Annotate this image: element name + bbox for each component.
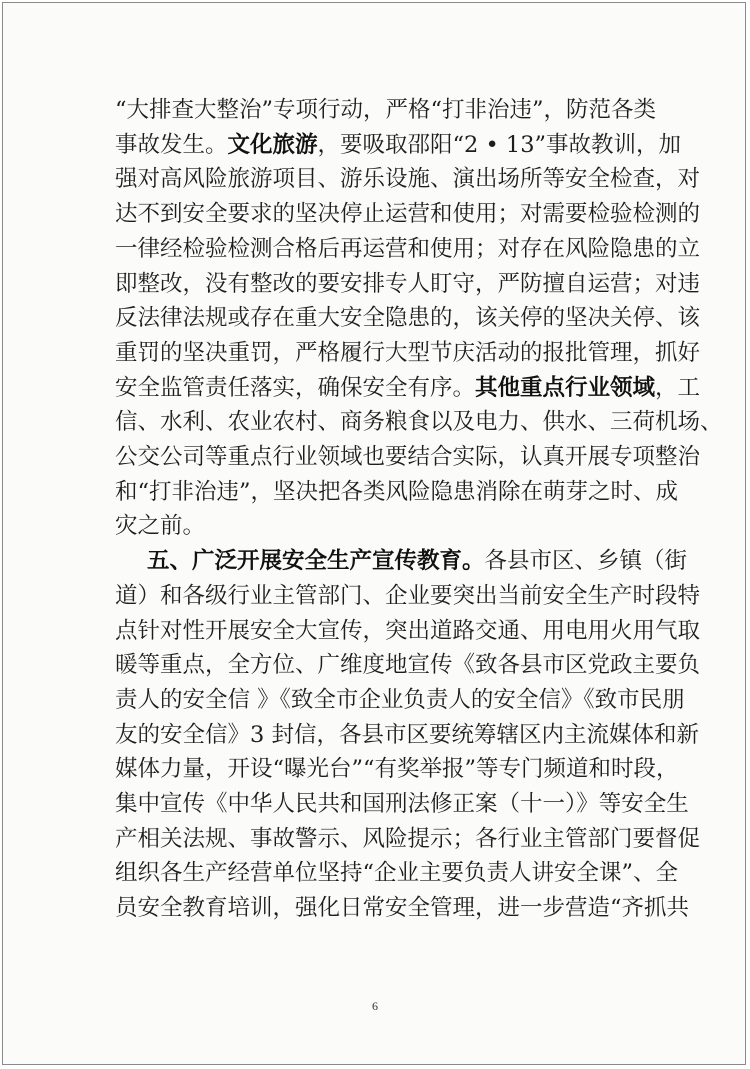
text-line bbox=[115, 336, 701, 370]
text-segment: “大排查大整治”专项行动，严格“打非治违”，防范各类 bbox=[115, 97, 657, 123]
text-segment: 媒体力量，开设“曝光台”“有奖举报”等专门频道和时段， bbox=[115, 756, 679, 783]
text-segment: 员安全教育培训，强化日常安全管理，进一步营造“齐抓共 bbox=[115, 895, 690, 922]
text-line bbox=[115, 787, 689, 821]
bold-text: 文化旅游 bbox=[227, 131, 318, 158]
text-segment: 和“打非治违”，坚决把各类风险隐患消除在萌芽之时、成 bbox=[115, 478, 679, 505]
text-segment: 一律经检验检测合格后再运营和使用；对存在风险隐患的立 bbox=[115, 235, 701, 262]
text-line bbox=[115, 301, 701, 335]
text-line bbox=[115, 614, 701, 648]
text-line bbox=[115, 718, 699, 752]
text-line bbox=[115, 822, 701, 856]
text-segment: 事故发生。 bbox=[115, 131, 228, 158]
text-segment: ，工 bbox=[655, 374, 701, 401]
text-segment: 公交公司等重点行业领域也要结合实际，认真开展专项整治 bbox=[115, 444, 701, 470]
text-segment: 强对高风险旅游项目、游乐设施、演出场所等安全检查，对 bbox=[115, 166, 701, 193]
text-line bbox=[115, 891, 690, 925]
text-segment: 反法律法规或存在重大安全隐患的，该关停的坚决关停、该 bbox=[115, 305, 701, 332]
text-line bbox=[115, 405, 723, 439]
text-segment: 安全监管责任落实，确保安全有序。 bbox=[115, 374, 476, 401]
text-segment: 友的安全信》3 封信，各县市区要统筹辖区内主流媒体和新 bbox=[115, 721, 699, 748]
text-line bbox=[147, 544, 688, 578]
text-segment: 责人的安全信 》《致全市企业负责人的安全信》《致市民朋 bbox=[115, 686, 685, 713]
text-line bbox=[115, 197, 701, 231]
text-line bbox=[115, 232, 701, 266]
page-number: 6 bbox=[372, 999, 378, 1013]
text-line bbox=[115, 579, 701, 613]
bold-text: 五、广泛开展安全生产宣传教育。 bbox=[147, 548, 485, 575]
text-line bbox=[115, 128, 682, 162]
text-segment: 各县市区、乡镇（街 bbox=[484, 548, 688, 575]
text-segment: 灾之前。 bbox=[115, 513, 206, 540]
text-line bbox=[115, 371, 701, 405]
text-line bbox=[115, 752, 679, 786]
text-line bbox=[115, 856, 679, 890]
text-segment: 组织各生产经营单位坚持“企业主要负责人讲安全课”、全 bbox=[115, 860, 679, 887]
text-line bbox=[115, 475, 679, 509]
text-segment: 重罚的坚决重罚，严格履行大型节庆活动的报批管理，抓好 bbox=[115, 339, 701, 366]
text-line bbox=[115, 93, 657, 127]
text-segment: 集中宣传《中华人民共和国刑法修正案（十一）》等安全生 bbox=[115, 791, 689, 817]
text-line bbox=[115, 267, 701, 301]
text-segment: ，要吸取邵阳“2 • 13”事故教训，加 bbox=[317, 131, 682, 158]
text-line bbox=[115, 683, 685, 717]
text-segment: 信、水利、农业农村、商务粮食以及电力、供水、三荷机场、 bbox=[115, 409, 723, 436]
text-segment: 即整改，没有整改的要安排专人盯守，严防擅自运营；对违 bbox=[115, 270, 701, 297]
bold-text: 其他重点行业领域 bbox=[475, 374, 656, 401]
text-segment: 达不到安全要求的坚决停止运营和使用；对需要检验检测的 bbox=[115, 201, 701, 228]
text-line bbox=[115, 648, 701, 682]
text-line bbox=[115, 509, 641, 543]
text-segment: 点针对性开展安全大宣传，突出道路交通、用电用火用气取 bbox=[115, 617, 701, 644]
text-segment: 产相关法规、事故警示、风险提示；各行业主管部门要督促 bbox=[115, 825, 701, 852]
text-line bbox=[115, 162, 701, 196]
text-line bbox=[115, 440, 701, 474]
text-segment: 暖等重点，全方位、广维度地宣传《致各县市区党政主要负 bbox=[115, 652, 701, 679]
text-segment: 道）和各级行业主管部门、企业要突出当前安全生产时段特 bbox=[115, 582, 701, 609]
